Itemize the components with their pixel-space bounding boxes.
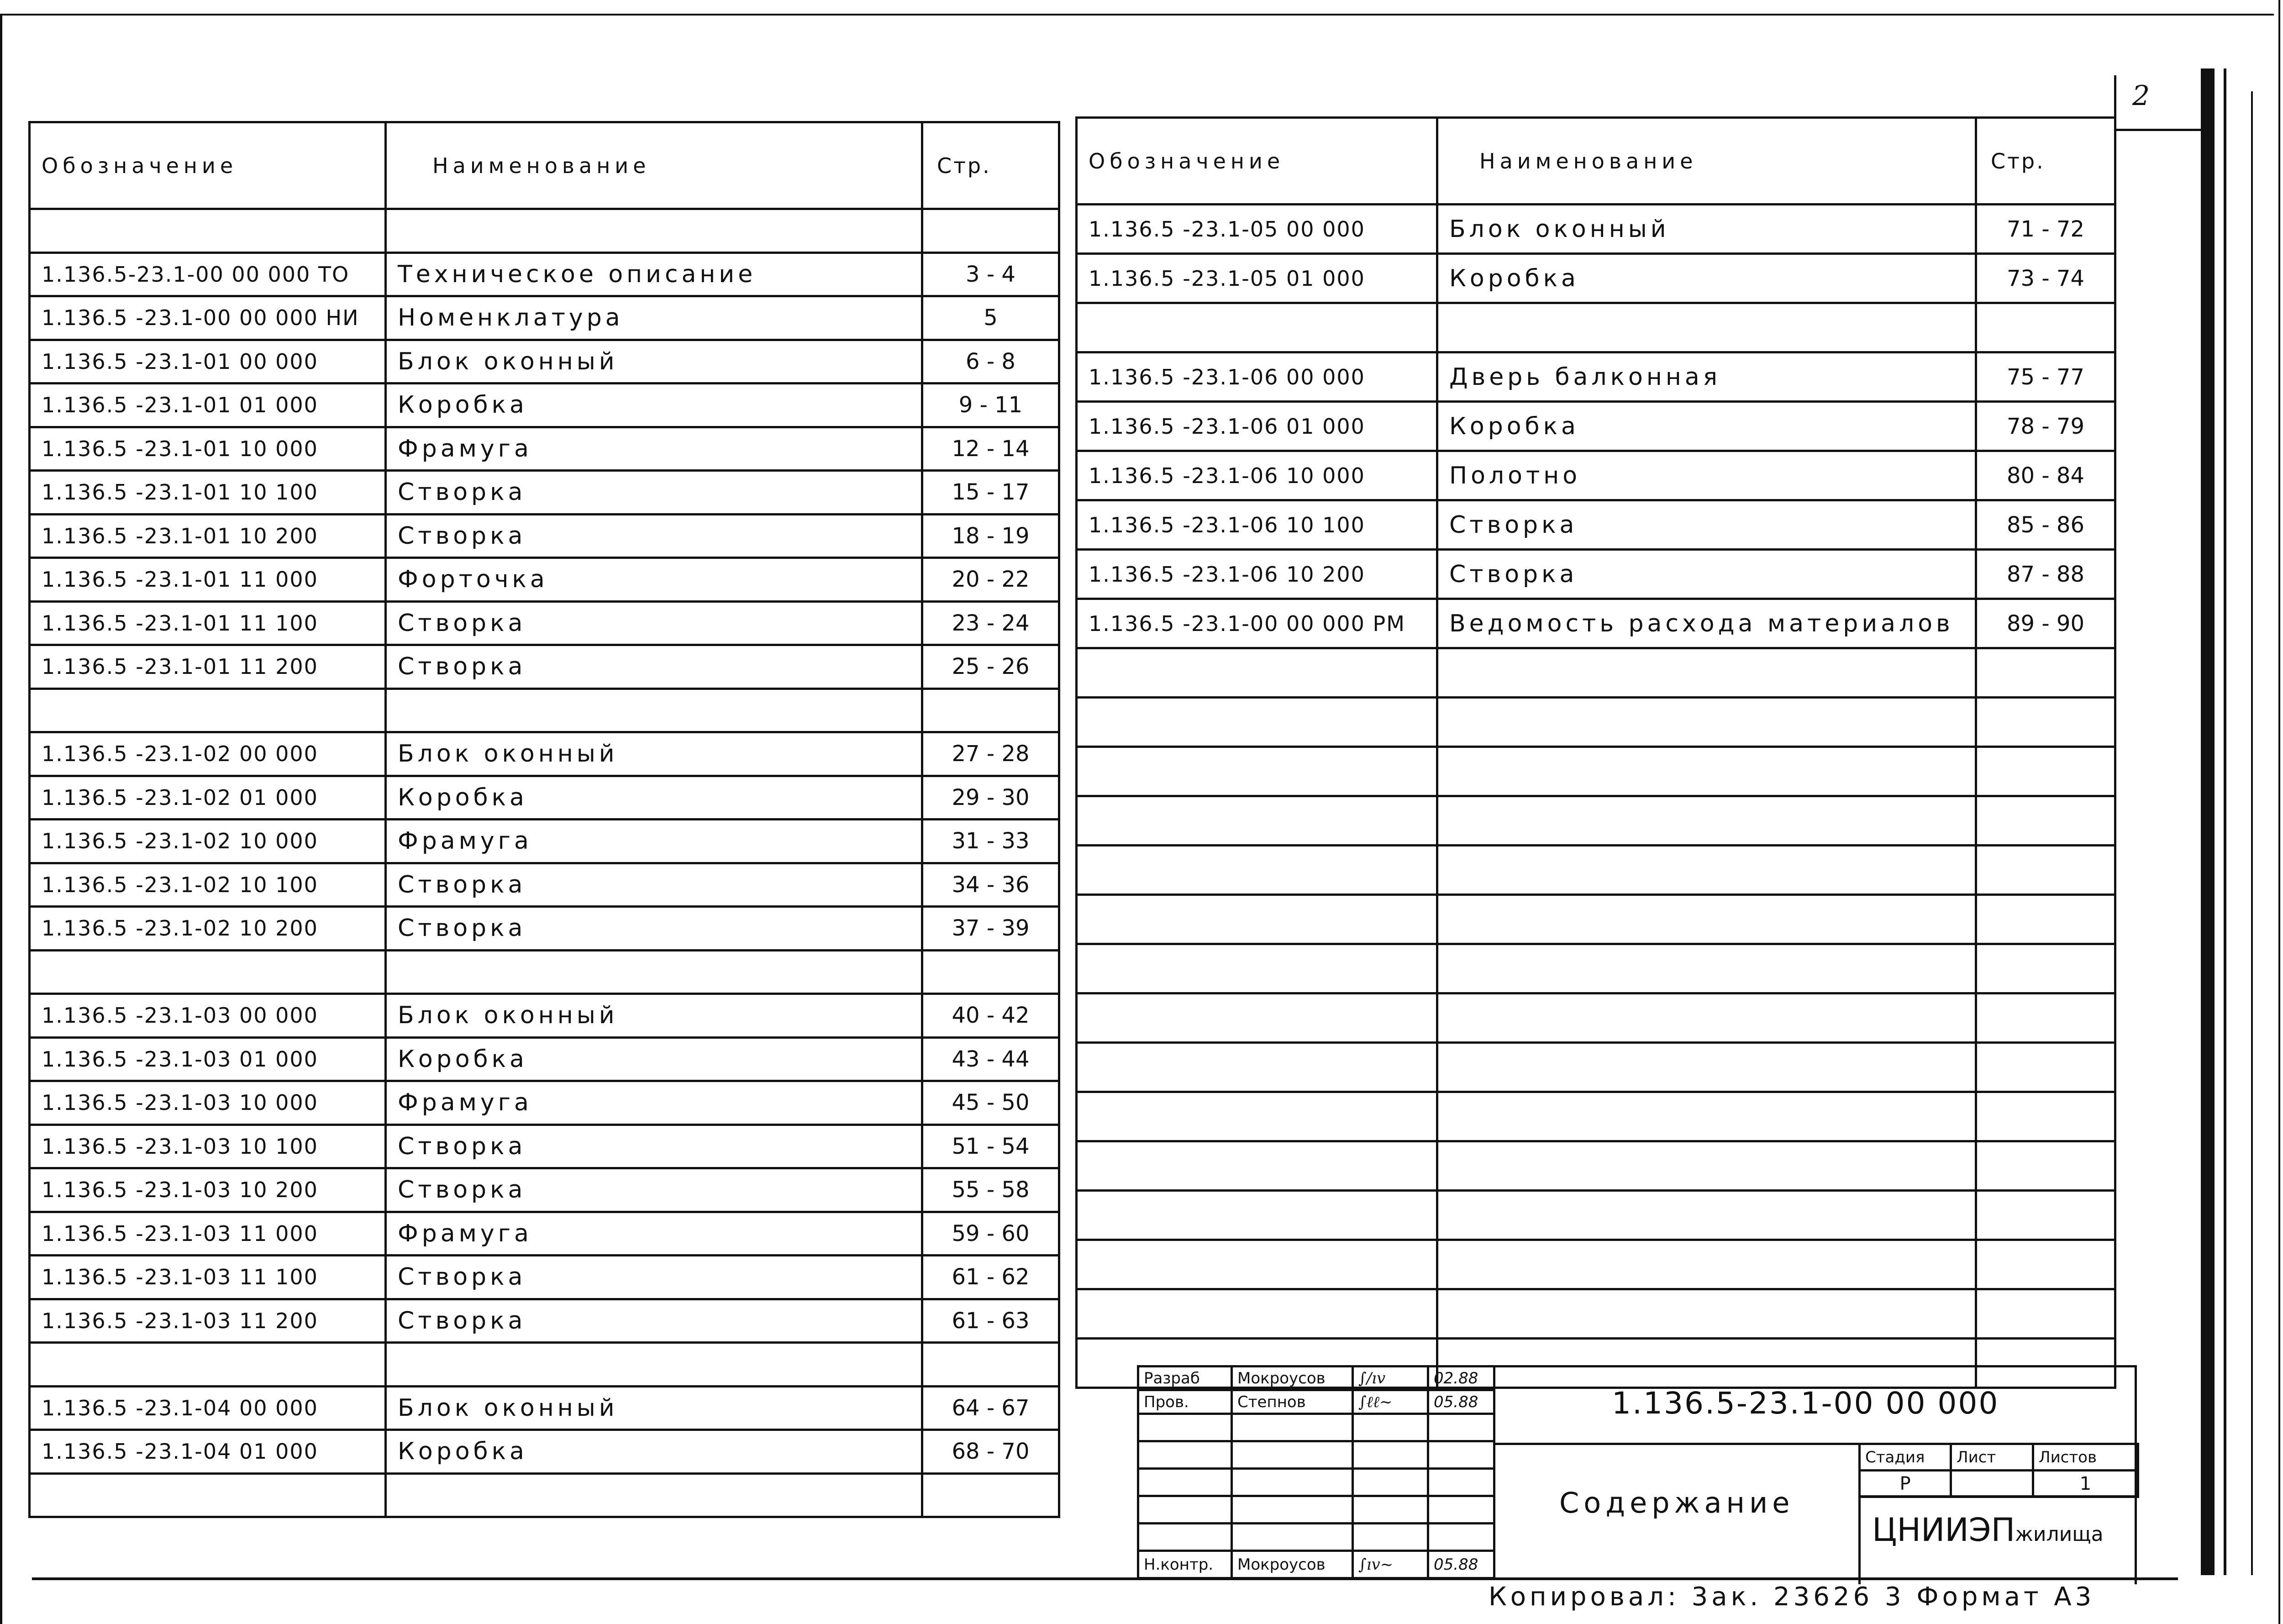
pages-cell <box>1976 1289 2115 1339</box>
pages-cell <box>1976 303 2115 352</box>
table-row <box>30 1430 1059 1474</box>
name-cell: Створка <box>1437 550 1976 599</box>
table-row <box>30 296 1059 340</box>
code-cell: 1.136.5 -23.1-03 11 000 <box>30 1212 386 1256</box>
pages-cell <box>922 1343 1059 1387</box>
code-cell <box>1077 1191 1437 1240</box>
name-cell: Створка <box>386 471 922 515</box>
table-row <box>30 514 1059 558</box>
code-cell <box>1077 698 1437 747</box>
signature-grid <box>1137 1365 1495 1579</box>
pages-cell: 55 - 58 <box>922 1168 1059 1212</box>
pages-cell: 29 - 30 <box>922 776 1059 820</box>
table-row <box>30 688 1059 732</box>
pages-cell <box>1976 648 2115 698</box>
code-cell: 1.136.5 -23.1-03 10 200 <box>30 1168 386 1212</box>
name-cell: Коробка <box>386 1037 922 1081</box>
table-row <box>1077 205 2115 254</box>
pages-cell: 43 - 44 <box>922 1037 1059 1081</box>
table-row <box>30 907 1059 951</box>
table-row <box>30 732 1059 776</box>
pages-cell <box>1976 1043 2115 1092</box>
title-block <box>1137 1365 2137 1584</box>
empty-cell <box>1353 1469 1428 1496</box>
table-row <box>1077 1289 2115 1339</box>
code-cell: 1.136.5 -23.1-01 10 000 <box>30 427 386 471</box>
table-row <box>30 384 1059 427</box>
empty-cell <box>1353 1414 1428 1441</box>
table-row <box>1077 698 2115 747</box>
code-cell <box>1077 303 1437 352</box>
name-cell: Створка <box>386 1168 922 1212</box>
name-checker: Степнов <box>1232 1390 1353 1414</box>
name-cell <box>1437 1240 1976 1289</box>
contents-table-right <box>1075 116 2116 1389</box>
pages-cell: 45 - 50 <box>922 1081 1059 1125</box>
table-row <box>30 1473 1059 1517</box>
name-cell: Дверь балконная <box>1437 352 1976 402</box>
empty-cell <box>1138 1524 1232 1551</box>
code-cell <box>1077 1141 1437 1191</box>
sheet-value <box>1951 1471 2033 1497</box>
name-cell <box>1437 698 1976 747</box>
header-name: Наименование <box>386 122 922 209</box>
code-cell: 1.136.5 -23.1-05 01 000 <box>1077 254 1437 303</box>
table-row <box>1077 500 2115 550</box>
code-cell <box>30 209 386 253</box>
code-cell: 1.136.5 -23.1-05 00 000 <box>1077 205 1437 254</box>
code-cell <box>1077 1043 1437 1092</box>
pages-cell: 78 - 79 <box>1976 402 2115 451</box>
code-cell: 1.136.5 -23.1-03 10 000 <box>30 1081 386 1125</box>
empty-cell <box>1232 1496 1353 1524</box>
empty-cell <box>1428 1496 1494 1524</box>
name-cell: Полотно <box>1437 451 1976 500</box>
pages-cell: 9 - 11 <box>922 384 1059 427</box>
table-header-row <box>1077 118 2115 205</box>
pages-cell <box>922 1473 1059 1517</box>
name-cell <box>1437 1043 1976 1092</box>
pages-cell <box>1976 944 2115 993</box>
name-cell: Фрамуга <box>386 1212 922 1256</box>
stage-label: Стадия <box>1860 1444 1951 1471</box>
code-cell <box>1077 895 1437 944</box>
name-cell: Створка <box>386 645 922 689</box>
code-cell: 1.136.5 -23.1-03 00 000 <box>30 994 386 1038</box>
table-row <box>30 1212 1059 1256</box>
table-row <box>30 558 1059 602</box>
binding-strip <box>2201 68 2215 1575</box>
stage-value: Р <box>1860 1471 1951 1497</box>
code-cell: 1.136.5 -23.1-01 11 000 <box>30 558 386 602</box>
empty-cell <box>1353 1441 1428 1469</box>
code-cell <box>1077 944 1437 993</box>
organization-main: ЦНИИЭП <box>1872 1511 2015 1549</box>
table-row <box>1077 550 2115 599</box>
table-row <box>30 1256 1059 1299</box>
binding-strip-line-1 <box>2224 68 2226 1575</box>
name-cell <box>386 1473 922 1517</box>
name-cell <box>1437 747 1976 796</box>
code-cell <box>1077 796 1437 846</box>
pages-cell: 34 - 36 <box>922 863 1059 907</box>
table-row <box>1077 402 2115 451</box>
code-cell: 1.136.5 -23.1-06 01 000 <box>1077 402 1437 451</box>
code-cell: 1.136.5 -23.1-04 00 000 <box>30 1386 386 1430</box>
table-row <box>1077 1141 2115 1191</box>
table-row <box>30 471 1059 515</box>
pages-cell <box>1976 1240 2115 1289</box>
name-cell: Створка <box>1437 500 1976 550</box>
name-cell <box>1437 1289 1976 1339</box>
code-cell <box>30 688 386 732</box>
pages-cell <box>1976 698 2115 747</box>
code-cell: 1.136.5 -23.1-02 00 000 <box>30 732 386 776</box>
pages-cell: 25 - 26 <box>922 645 1059 689</box>
table-row <box>1077 648 2115 698</box>
table-row <box>30 863 1059 907</box>
table-row <box>1077 1043 2115 1092</box>
pages-cell <box>1976 846 2115 895</box>
signature-developer: ∫∕ıv <box>1353 1366 1428 1390</box>
name-cell <box>1437 895 1976 944</box>
table-row <box>1077 944 2115 993</box>
name-cell <box>1437 1092 1976 1141</box>
name-cell: Створка <box>386 1125 922 1168</box>
sheet-number-box-bottom <box>2114 129 2201 131</box>
document-title: Содержание <box>1559 1486 1794 1519</box>
code-cell: 1.136.5 -23.1-06 00 000 <box>1077 352 1437 402</box>
name-cell <box>386 209 922 253</box>
pages-cell: 37 - 39 <box>922 907 1059 951</box>
code-cell: 1.136.5 -23.1-03 11 100 <box>30 1256 386 1299</box>
empty-cell <box>1232 1524 1353 1551</box>
empty-cell <box>1138 1496 1232 1524</box>
empty-cell <box>1138 1441 1232 1469</box>
empty-cell <box>1232 1414 1353 1441</box>
table-row <box>1077 1191 2115 1240</box>
code-cell <box>1077 846 1437 895</box>
name-cell <box>1437 846 1976 895</box>
table-row <box>1077 747 2115 796</box>
table-row <box>30 1343 1059 1387</box>
name-cell <box>1437 648 1976 698</box>
pages-cell: 40 - 42 <box>922 994 1059 1038</box>
pages-cell: 87 - 88 <box>1976 550 2115 599</box>
table-row <box>30 252 1059 296</box>
code-cell <box>30 1473 386 1517</box>
code-cell: 1.136.5 -23.1-02 10 100 <box>30 863 386 907</box>
name-cell: Створка <box>386 1299 922 1343</box>
name-cell: Фрамуга <box>386 427 922 471</box>
date-developer: 02.88 <box>1428 1366 1494 1390</box>
name-cell <box>386 950 922 994</box>
name-cell <box>1437 944 1976 993</box>
name-cell <box>386 688 922 732</box>
pages-cell: 75 - 77 <box>1976 352 2115 402</box>
empty-cell <box>1428 1441 1494 1469</box>
code-cell: 1.136.5 -23.1-00 00 000 РМ <box>1077 599 1437 648</box>
empty-cell <box>1428 1414 1494 1441</box>
table-row <box>1077 1240 2115 1289</box>
sheet-number: 2 <box>2132 80 2150 112</box>
pages-cell: 73 - 74 <box>1976 254 2115 303</box>
name-cell: Блок оконный <box>1437 205 1976 254</box>
left-border-line <box>0 14 2 1624</box>
empty-cell <box>1232 1469 1353 1496</box>
pages-cell: 15 - 17 <box>922 471 1059 515</box>
table-row <box>30 776 1059 820</box>
table-row <box>1077 254 2115 303</box>
code-cell: 1.136.5 -23.1-04 01 000 <box>30 1430 386 1474</box>
pages-cell: 61 - 63 <box>922 1299 1059 1343</box>
pages-cell: 51 - 54 <box>922 1125 1059 1168</box>
header-pages: Стр. <box>1976 118 2115 205</box>
pages-cell <box>922 209 1059 253</box>
top-border-line <box>0 14 2274 16</box>
table-row <box>30 601 1059 645</box>
empty-cell <box>1428 1469 1494 1496</box>
code-cell: 1.136.5 -23.1-03 01 000 <box>30 1037 386 1081</box>
name-cell <box>1437 1191 1976 1240</box>
stage-grid <box>1858 1443 2139 1498</box>
name-cell: Блок оконный <box>386 1386 922 1430</box>
table-row <box>30 645 1059 689</box>
name-developer: Мокроусов <box>1232 1366 1353 1390</box>
pages-cell <box>1976 1191 2115 1240</box>
table-row <box>30 1168 1059 1212</box>
table-row <box>1077 895 2115 944</box>
code-cell <box>1077 648 1437 698</box>
table-row <box>30 427 1059 471</box>
name-cell: Форточка <box>386 558 922 602</box>
organization-name <box>1872 1511 2104 1549</box>
code-cell: 1.136.5 -23.1-01 10 100 <box>30 471 386 515</box>
code-cell: 1.136.5 -23.1-01 01 000 <box>30 384 386 427</box>
pages-cell <box>1976 1092 2115 1141</box>
code-cell: 1.136.5 -23.1-03 11 200 <box>30 1299 386 1343</box>
table-header-row <box>30 122 1059 209</box>
sheets-label: Листов <box>2033 1444 2138 1471</box>
sheet-label: Лист <box>1951 1444 2033 1471</box>
empty-cell <box>1428 1524 1494 1551</box>
date-norm-control: 05.88 <box>1428 1551 1494 1578</box>
table-row <box>30 820 1059 863</box>
pages-cell <box>1976 796 2115 846</box>
pages-cell: 18 - 19 <box>922 514 1059 558</box>
pages-cell <box>1976 993 2115 1043</box>
code-cell <box>1077 1240 1437 1289</box>
name-cell: Блок оконный <box>386 994 922 1038</box>
stamp-top-line <box>1493 1365 2137 1367</box>
header-designation: Обозначение <box>1077 118 1437 205</box>
table-row <box>30 209 1059 253</box>
name-cell: Коробка <box>386 776 922 820</box>
code-cell: 1.136.5 -23.1-01 00 000 <box>30 340 386 384</box>
header-designation: Обозначение <box>30 122 386 209</box>
name-cell: Створка <box>386 601 922 645</box>
contents-table-left <box>28 121 1060 1518</box>
name-cell: Коробка <box>1437 402 1976 451</box>
role-developer: Разраб <box>1138 1366 1232 1390</box>
table-row <box>1077 993 2115 1043</box>
date-checker: 05.88 <box>1428 1390 1494 1414</box>
signature-norm-control: ∫ıv~ <box>1353 1551 1428 1578</box>
header-name: Наименование <box>1437 118 1976 205</box>
code-cell: 1.136.5 -23.1-02 10 200 <box>30 907 386 951</box>
table-row <box>30 1037 1059 1081</box>
empty-cell <box>1138 1414 1232 1441</box>
name-cell: Коробка <box>386 384 922 427</box>
pages-cell <box>1976 1141 2115 1191</box>
table-row <box>1077 599 2115 648</box>
table-row <box>30 1125 1059 1168</box>
copy-footer: Копировал: 3ак. 23626 3 Формат А3 <box>1489 1582 2095 1612</box>
code-cell: 1.136.5 -23.1-00 00 000 НИ <box>30 296 386 340</box>
name-cell <box>386 1343 922 1387</box>
table-row <box>30 994 1059 1038</box>
pages-cell: 59 - 60 <box>922 1212 1059 1256</box>
name-cell: Техническое описание <box>386 252 922 296</box>
name-cell: Номенклатура <box>386 296 922 340</box>
pages-cell: 31 - 33 <box>922 820 1059 863</box>
code-cell: 1.136.5 -23.1-06 10 200 <box>1077 550 1437 599</box>
header-pages: Стр. <box>922 122 1059 209</box>
pages-cell: 80 - 84 <box>1976 451 2115 500</box>
code-cell <box>1077 747 1437 796</box>
code-cell: 1.136.5 -23.1-01 10 200 <box>30 514 386 558</box>
code-cell <box>30 1343 386 1387</box>
code-cell <box>1077 1289 1437 1339</box>
pages-cell: 61 - 62 <box>922 1256 1059 1299</box>
document-code: 1.136.5-23.1-00 00 000 <box>1612 1386 1999 1421</box>
empty-cell <box>1353 1496 1428 1524</box>
table-row <box>30 1081 1059 1125</box>
empty-cell <box>1138 1469 1232 1496</box>
name-cell: Ведомость расхода материалов <box>1437 599 1976 648</box>
table-row <box>1077 352 2115 402</box>
name-cell <box>1437 1141 1976 1191</box>
name-cell: Створка <box>386 514 922 558</box>
pages-cell: 5 <box>922 296 1059 340</box>
code-cell: 1.136.5-23.1-00 00 000 ТО <box>30 252 386 296</box>
code-cell: 1.136.5 -23.1-01 11 100 <box>30 601 386 645</box>
pages-cell <box>1976 747 2115 796</box>
code-cell: 1.136.5 -23.1-03 10 100 <box>30 1125 386 1168</box>
code-cell: 1.136.5 -23.1-06 10 100 <box>1077 500 1437 550</box>
pages-cell: 64 - 67 <box>922 1386 1059 1430</box>
code-cell: 1.136.5 -23.1-01 11 200 <box>30 645 386 689</box>
code-cell: 1.136.5 -23.1-02 10 000 <box>30 820 386 863</box>
name-cell: Блок оконный <box>386 340 922 384</box>
binding-strip-line-2 <box>2251 91 2253 1575</box>
name-cell: Фрамуга <box>386 1081 922 1125</box>
table-row <box>30 1299 1059 1343</box>
empty-cell <box>1353 1524 1428 1551</box>
pages-cell: 85 - 86 <box>1976 500 2115 550</box>
organization-sub: жилища <box>2015 1523 2104 1546</box>
binding-strip-line-3 <box>2278 0 2280 1624</box>
name-cell: Створка <box>386 863 922 907</box>
pages-cell: 3 - 4 <box>922 252 1059 296</box>
pages-cell: 12 - 14 <box>922 427 1059 471</box>
name-norm-control: Мокроусов <box>1232 1551 1353 1578</box>
code-cell: 1.136.5 -23.1-06 10 000 <box>1077 451 1437 500</box>
pages-cell: 71 - 72 <box>1976 205 2115 254</box>
table-row <box>30 340 1059 384</box>
table-row <box>1077 451 2115 500</box>
table-row <box>1077 796 2115 846</box>
name-cell <box>1437 303 1976 352</box>
name-cell <box>1437 796 1976 846</box>
pages-cell: 23 - 24 <box>922 601 1059 645</box>
code-cell: 1.136.5 -23.1-02 01 000 <box>30 776 386 820</box>
table-row <box>1077 846 2115 895</box>
pages-cell: 20 - 22 <box>922 558 1059 602</box>
pages-cell: 68 - 70 <box>922 1430 1059 1474</box>
code-cell <box>1077 1092 1437 1141</box>
pages-cell <box>1976 895 2115 944</box>
sheets-value: 1 <box>2033 1471 2138 1497</box>
pages-cell: 89 - 90 <box>1976 599 2115 648</box>
name-cell: Створка <box>386 907 922 951</box>
role-checker: Пров. <box>1138 1390 1232 1414</box>
table-row <box>1077 1092 2115 1141</box>
pages-cell: 6 - 8 <box>922 340 1059 384</box>
name-cell: Створка <box>386 1256 922 1299</box>
pages-cell: 27 - 28 <box>922 732 1059 776</box>
name-cell: Коробка <box>386 1430 922 1474</box>
pages-cell <box>922 950 1059 994</box>
role-norm-control: Н.контр. <box>1138 1551 1232 1578</box>
code-cell <box>30 950 386 994</box>
code-cell <box>1077 993 1437 1043</box>
table-row <box>30 1386 1059 1430</box>
name-cell: Коробка <box>1437 254 1976 303</box>
empty-cell <box>1232 1441 1353 1469</box>
name-cell: Фрамуга <box>386 820 922 863</box>
name-cell <box>1437 993 1976 1043</box>
table-row <box>30 950 1059 994</box>
signature-checker: ∫ℓℓ~ <box>1353 1390 1428 1414</box>
pages-cell <box>922 688 1059 732</box>
table-row <box>1077 303 2115 352</box>
name-cell: Блок оконный <box>386 732 922 776</box>
